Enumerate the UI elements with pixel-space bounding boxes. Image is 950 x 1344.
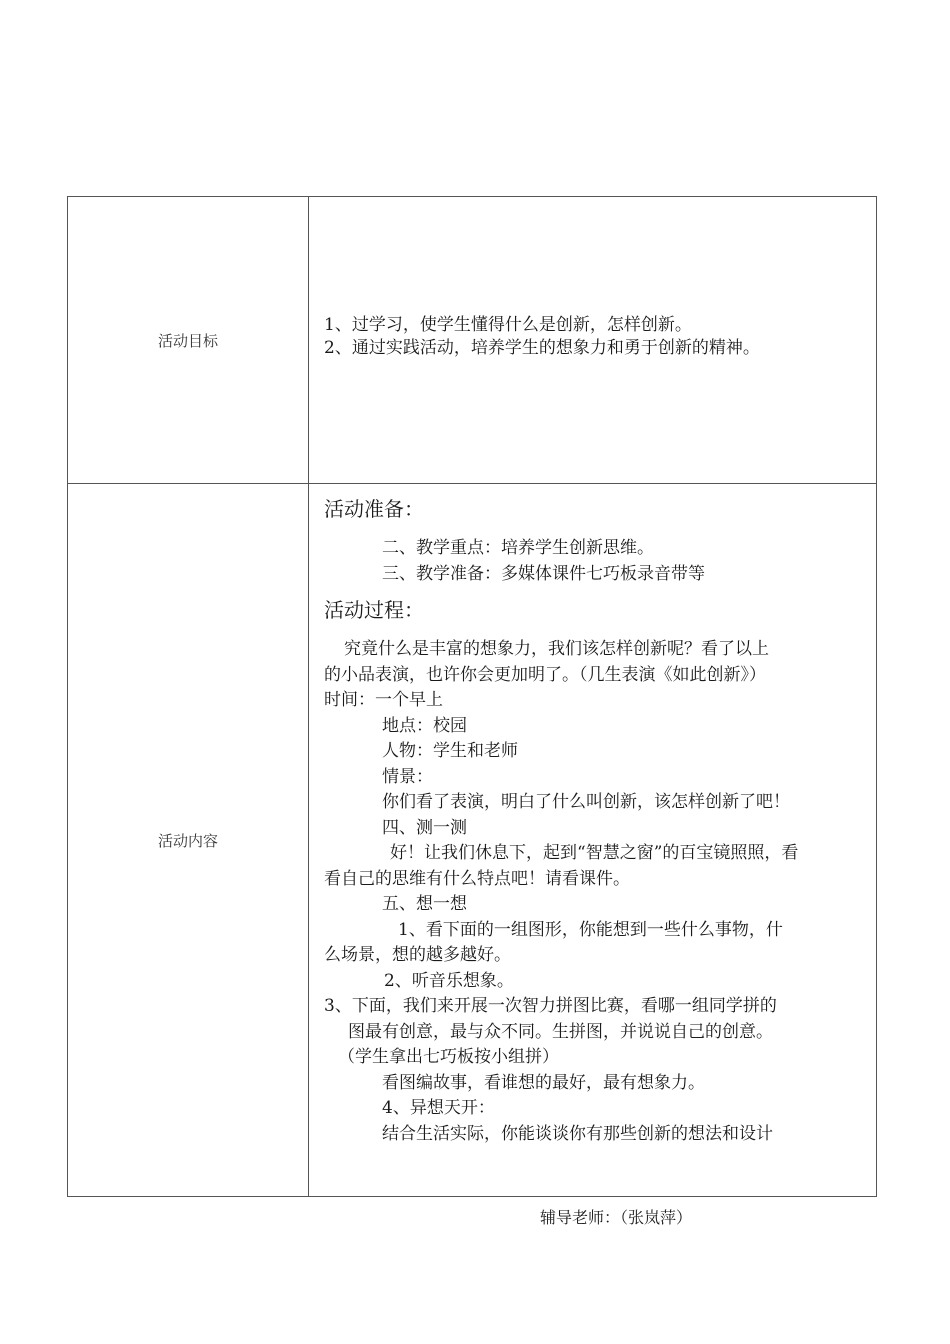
- prep-line-1: 二、教学重点：培养学生创新思维。: [382, 538, 654, 558]
- goal-content: [309, 197, 877, 484]
- scene-line: 情景：: [382, 766, 433, 787]
- activity-table: [67, 196, 877, 1197]
- intro-line-1: 究竟什么是丰富的想象力，我们该怎样创新呢？看了以上: [344, 639, 769, 659]
- question-3-line-2: 图最有创意，最与众不同。生拼图，并说说自己的创意。: [348, 1021, 773, 1042]
- section-4-heading: 四、测一测: [382, 817, 467, 838]
- process-heading: 活动过程：: [324, 598, 424, 622]
- people-line: 人物：学生和老师: [382, 741, 518, 761]
- question-4-heading: 4、异想天开：: [382, 1098, 495, 1118]
- question-2-line: 2、听音乐想象。: [384, 970, 514, 991]
- question-4-line: 结合生活实际，你能谈谈你有那些创新的想法和设计: [382, 1123, 773, 1144]
- section-4-line-2: 看自己的思维有什么特点吧！请看课件。: [324, 868, 630, 889]
- section-5-heading: 五、想一想: [382, 894, 467, 914]
- after-show-line: 你们看了表演，明白了什么叫创新，该怎样创新了吧！: [382, 792, 790, 812]
- question-1-line-2: 么场景，想的越多越好。: [324, 945, 511, 965]
- question-3-line-1: 3、下面，我们来开展一次智力拼图比赛，看哪一组同学拼的: [324, 996, 777, 1016]
- question-1-line-1: 1、看下面的一组图形，你能想到一些什么事物，什: [398, 919, 783, 940]
- intro-line-2: 的小品表演，也许你会更加明了。（几生表演《如此创新》）: [324, 664, 766, 685]
- goal-label: 活动目标: [68, 197, 309, 484]
- time-line: 时间：一个早上: [324, 690, 443, 710]
- prep-heading: 活动准备：: [324, 497, 424, 521]
- teacher-signature-line: 辅导老师：（张岚萍）: [540, 1208, 693, 1227]
- story-line: 看图编故事，看谁想的最好，最有想象力。: [382, 1072, 705, 1093]
- section-4-line-1: 好！让我们休息下，起到“智慧之窗”的百宝镜照照，看: [390, 843, 799, 863]
- content-body: [309, 484, 877, 1197]
- place-line: 地点：校园: [382, 715, 467, 736]
- question-3-line-3: （学生拿出七巧板按小组拼）: [338, 1047, 559, 1067]
- content-row: [68, 484, 877, 1197]
- goal-row: [68, 197, 877, 484]
- prep-line-2: 三、教学准备：多媒体课件七巧板录音带等: [382, 563, 705, 584]
- goal-line-2: 2、通过实践活动，培养学生的想象力和勇于创新的精神。: [324, 338, 760, 358]
- goal-line-1: 1、过学习，使学生懂得什么是创新，怎样创新。: [324, 315, 692, 335]
- content-label: 活动内容: [68, 484, 309, 1197]
